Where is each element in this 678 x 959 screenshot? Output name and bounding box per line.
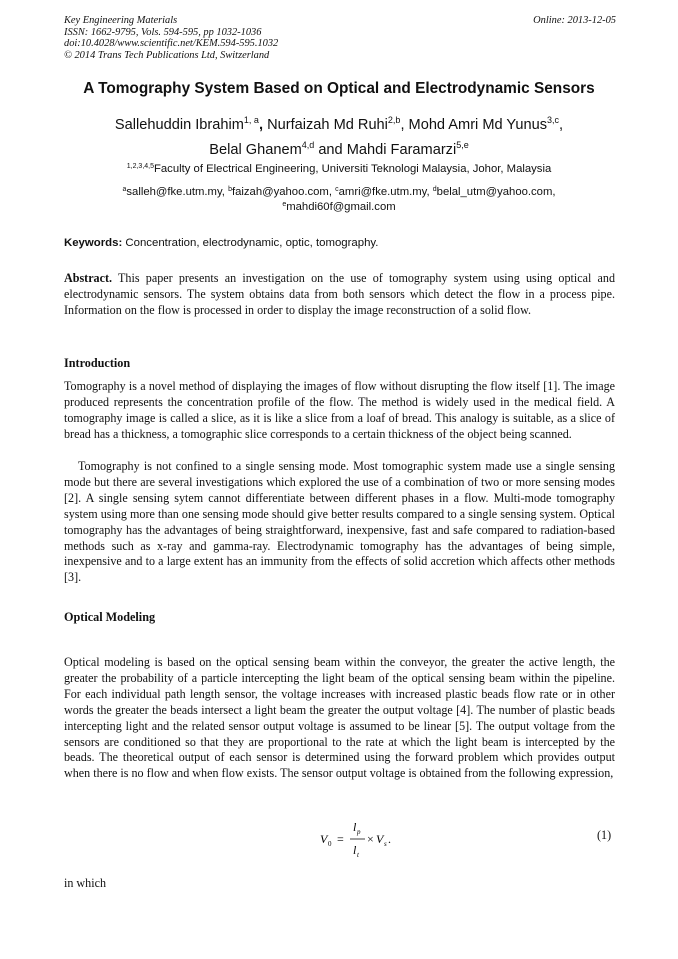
keywords — [64, 237, 616, 249]
email-sup: b — [228, 186, 232, 193]
eq-rhs: V — [376, 832, 384, 846]
keywords-label: Keywords: — [64, 237, 123, 249]
journal-header — [64, 15, 616, 61]
equation-number: (1) — [597, 828, 612, 842]
author-sup: 4,d — [301, 140, 315, 150]
eq-period: . — [388, 832, 391, 846]
keywords-text: Concentration, electrodynamic, optic, tomography. — [125, 237, 379, 249]
email-sup: e — [282, 201, 287, 208]
author-sup: 3,c — [547, 115, 560, 125]
affiliation — [40, 163, 638, 175]
author-list — [40, 113, 638, 163]
abstract-label: Abstract. — [64, 271, 113, 285]
email-address: mahdi60f@gmail.com — [286, 201, 396, 213]
issn-line: ISSN: 1662-9795, Vols. 594-595, pp 1032-1036 — [64, 26, 262, 38]
email-address: salleh@fke.utm.my — [126, 186, 222, 198]
author-name: Sallehuddin Ibrahim — [114, 117, 244, 133]
email-address: faizah@yahoo.com — [231, 186, 329, 198]
author-name: Nurfaizah Md Ruhi — [267, 117, 388, 133]
email-line-2 — [40, 200, 638, 215]
eq-equals: = — [337, 832, 344, 846]
email-sup: d — [432, 186, 437, 193]
eq-numerator-sub: p — [357, 828, 361, 836]
author-sup: 5,e — [456, 140, 469, 150]
email-address: amri@fke.utm.my — [338, 186, 427, 198]
equation-1 — [318, 819, 438, 859]
author-line-2: Belal Ghanem$^{4,d}$ and Mahdi Faramarzi$^{5,e}$ — [209, 140, 469, 158]
eq-times: × — [367, 832, 374, 846]
author-line-1: Sallehuddin Ibrahim$^{1, a}$, Nurfaizah Md Ruhi$^{2,b}$, Mohd Amri Md Yunus$^{3,c}$, — [114, 115, 564, 133]
online-date: Online: 2013-12-05 — [533, 15, 616, 26]
abstract — [64, 271, 615, 319]
paper-title: A Tomography System Based on Optical and Electrodynamic Sensors — [83, 80, 595, 97]
eq-lhs-sub: 0 — [328, 840, 332, 848]
author-name: Mahdi Faramarzi — [346, 142, 457, 158]
intro-paragraph-1: Tomography is a novel method of displaying the images of flow without disrupting the flow itself [1]. The image produced represents the concentration profile of the flow. The method is widely used in the medical field. A tomography image is called a slice, as it is like a slice from a loaf of bread. This analogy is suitable, as a slice of bread has a thickness, a tomographic slice corresponds to a certain thickness of the object being scanned. — [64, 379, 615, 441]
section-heading-optical-modeling: Optical Modeling — [64, 610, 156, 624]
optical-paragraph-1: Optical modeling is based on the optical sensing beam within the conveyor, the greater the active length, the greater the probability of a particle intercepting the light beam of the optical sensing beam within the pipeline. For each individual path length sensor, the voltage increases with increased plastic beads flow rate or in other words the greater the beads intersect a light beam the greater the output voltage [4]. The number of plastic beads intercepting light and the related sensor output voltage is assumed to be linear [5]. The output voltage from the sensors are conditioned so that they are proportional to the rate at which the light beam is intercepted by the beads. The theoretical output of each sensor is determined using the forward problem which provides output when there is no flow and when flow exists. The sensor output voltage is obtained from the following expression, — [64, 655, 615, 781]
copyright-line: © 2014 Trans Tech Publications Ltd, Switzerland — [64, 49, 270, 61]
author-sup: 2,b — [387, 115, 401, 125]
after-equation-text: in which — [64, 876, 106, 890]
email-sup: a — [122, 186, 127, 193]
email-sup: c — [335, 186, 339, 193]
eq-denominator-sub: t — [357, 851, 359, 859]
email-list — [40, 185, 638, 215]
journal-name: Key Engineering Materials — [64, 15, 178, 26]
eq-numerator: l — [353, 820, 357, 834]
abstract-text: This paper presents an investigation on the use of tomography system using using optical and electrodynamic sensors. The system obtains data from both sensors which detect the flow in a process pipe. Information on the flow is processed in order to display the image reconstruction of a solid flow. — [64, 271, 615, 317]
eq-lhs: V — [320, 832, 328, 846]
email-line-1: $^a$salleh@fke.utm.my, $^b$faizah@yahoo.com, $^c$amri@fke.utm.my, $^d$belal_utm@yahoo.com, — [122, 186, 556, 198]
affiliation-sup: 1,2,3,4,5 — [126, 163, 154, 170]
email-address: belal_utm@yahoo.com — [436, 186, 553, 198]
doi-line: doi:10.4028/www.scientific.net/KEM.594-595.1032 — [64, 38, 279, 49]
author-name: Belal Ghanem — [209, 142, 302, 158]
author-name: Mohd Amri Md Yunus — [408, 117, 547, 133]
intro-paragraph-2: Tomography is not confined to a single sensing mode. Most tomographic system made use a single sensing mode but there are several investigations which explored the use of a combination of two or more sensing modes [2]. A single sensing sytem cannot differentiate between different phases in a flow. Multi-mode tomography system using more than one sensing mode should give better results compared to a single sensing system. Optical tomography has the advantages of being straightforward, inexpensive, fast and safe compared to radiation-based methods such as x-ray and gamma-ray. Electrodynamic tomography has the advantages of being simple, inexpensive and to a large extent has an immunity from the effects of solid accretion which affects other methods [3]. — [64, 459, 615, 585]
section-heading-introduction: Introduction — [64, 356, 131, 370]
eq-denominator: l — [353, 843, 357, 857]
affiliation-text: Faculty of Electrical Engineering, Universiti Teknologi Malaysia, Johor, Malaysia — [154, 163, 552, 175]
author-sup: 1, a — [243, 115, 259, 125]
eq-rhs-sub: s — [384, 840, 387, 848]
